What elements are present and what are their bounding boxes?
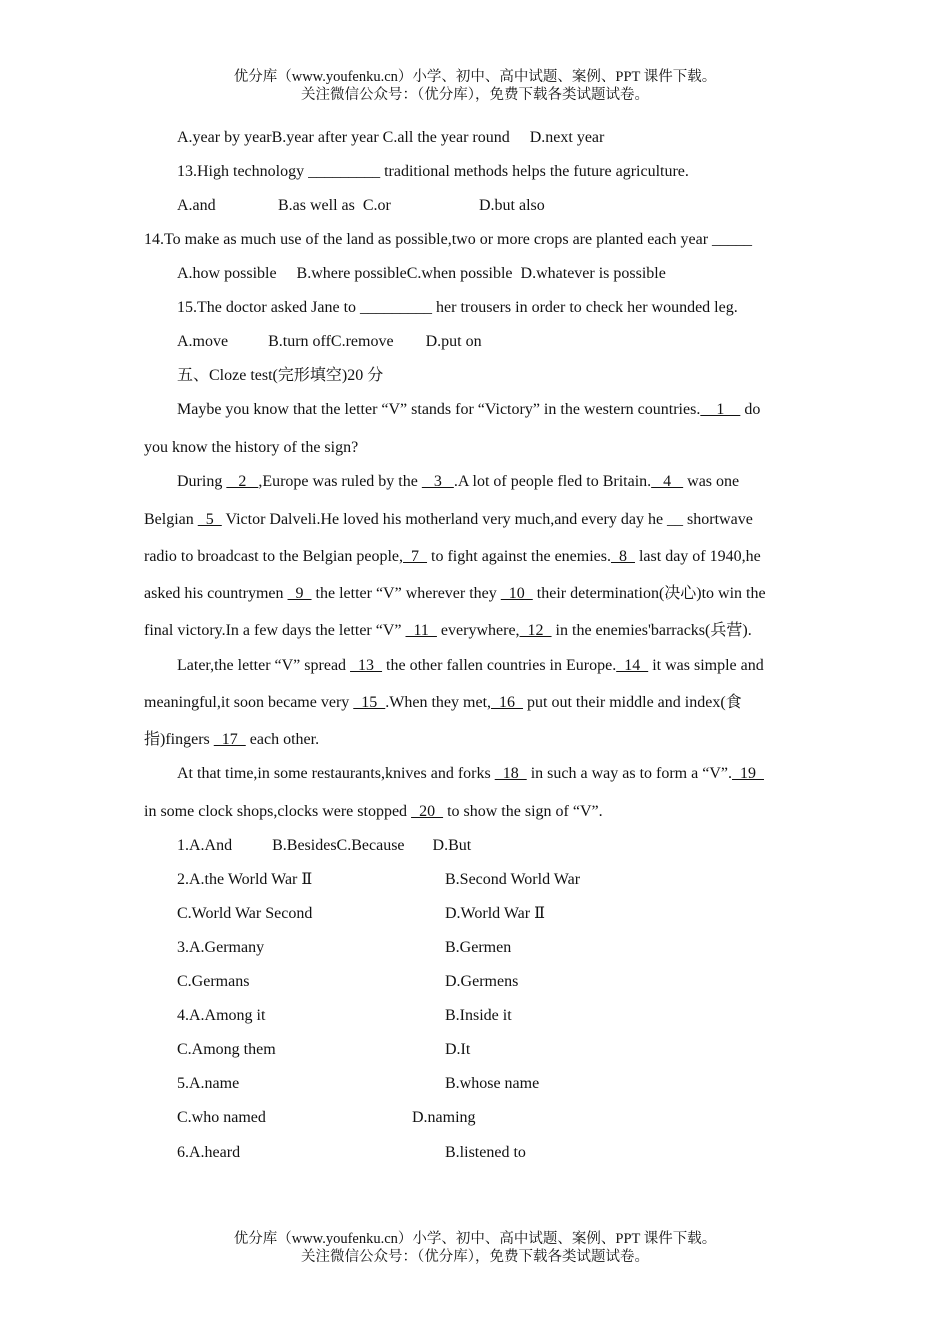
blank-3: 3 [421,473,454,490]
answer-3-c: C.Germans [177,973,250,990]
answer-3-a: 3.A.Germany [177,939,265,956]
passage-line: radio to broadcast to the Belgian people, 7 to fight against the enemies. 8 last day of 1940,he [144,548,761,565]
blank-18: 18 [494,765,527,782]
blank-11: 11 [405,622,437,639]
answer-5-b: B.whose name [445,1075,540,1092]
blank-1: 1 [700,401,741,418]
passage-line: asked his countrymen 9 the letter “V” wherever they 10 their determination(决心)to win the [144,585,766,602]
passage-line: in some clock shops,clocks were stopped 20 to show the sign of “V”. [144,803,603,820]
blank-10: 10 [500,585,533,602]
blank-4: 4 [651,473,684,490]
q13-option-b: B.as well as C.or [278,197,391,214]
q14-options: A.how possible B.where possibleC.when possible D.whatever is possible [177,265,666,282]
answer-3-b: B.Germen [445,939,512,956]
answer-2-c: C.World War Second [177,905,313,922]
blank-19: 19 [731,765,764,782]
passage-line: 指)fingers 17 each other. [144,731,320,748]
passage-line: you know the history of the sign? [144,439,359,456]
passage-line: final victory.In a few days the letter “V” 11 everywhere, 12 in the enemies'barracks(兵营). [144,622,752,639]
answer-2-b: B.Second World War [445,871,581,888]
answer-4-a: 4.A.Among it [177,1007,266,1024]
section-title: 五、Cloze test(完形填空)20 分 [177,367,384,384]
answer-5-c: C.who named [177,1109,266,1126]
answer-6-a: 6.A.heard [177,1144,241,1161]
page-footer-line2: 关注微信公众号：（优分库），免费下载各类试题试卷。 [301,1249,649,1265]
blank-2: 2 [226,473,259,490]
answer-6-b: B.listened to [445,1144,526,1161]
passage-line: During 2 ,Europe was ruled by the 3 .A lot of people fled to Britain. 4 was one [177,473,740,490]
q13-option-d: D.but also [479,197,545,214]
passage-line: Maybe you know that the letter “V” stands for “Victory” in the western countries. 1 do [177,401,761,418]
answer-4-b: B.Inside it [445,1007,512,1024]
blank-5: 5 [197,511,222,528]
page-header-line2: 关注微信公众号：（优分库），免费下载各类试题试卷。 [301,87,649,103]
q14-stem: 14.To make as much use of the land as possible,two or more crops are planted each year _____ [144,231,753,248]
blank-17: 17 [213,731,246,748]
passage-line: Later,the letter “V” spread 13 the other fallen countries in Europe. 14 it was simple and [177,657,764,674]
blank-14: 14 [616,657,649,674]
passage-line: At that time,in some restaurants,knives and forks 18 in such a way as to form a “V”. 19 [177,765,764,782]
answer-4-d: D.It [445,1041,471,1058]
passage-line: meaningful,it soon became very 15 .When they met, 16 put out their middle and index(食 [144,694,742,711]
blank-20: 20 [411,803,444,820]
blank-16: 16 [491,694,524,711]
answer-2-d: D.World War Ⅱ [445,905,545,922]
answer-1-options: 1.A.And B.BesidesC.Because D.But [177,837,472,854]
answer-5-d: D.naming [412,1109,476,1126]
q15-stem: 15.The doctor asked Jane to _________ her trousers in order to check her wounded leg. [177,299,738,316]
answer-3-d: D.Germens [445,973,519,990]
q13-stem: 13.High technology _________ traditional methods helps the future agriculture. [177,163,689,180]
passage-line: Belgian 5 Victor Dalveli.He loved his motherland very much,and every day he __ shortwave [144,511,753,528]
page-footer-line1: 优分库（www.youfenku.cn）小学、初中、高中试题、案例、PPT 课件下载。 [233,1231,717,1247]
blank-13: 13 [350,657,383,674]
answer-4-c: C.Among them [177,1041,276,1058]
blank-9: 9 [287,585,312,602]
page-header-line1: 优分库（www.youfenku.cn）小学、初中、高中试题、案例、PPT 课件下载。 [233,69,717,85]
q13-option-a: A.and [177,197,216,214]
answer-5-a: 5.A.name [177,1075,240,1092]
blank-8: 8 [610,548,635,565]
q15-options: A.move B.turn offC.remove D.put on [177,333,482,350]
blank-12: 12 [519,622,552,639]
q12-options: A.year by yearB.year after year C.all the year round D.next year [177,129,605,146]
answer-2-a: 2.A.the World War Ⅱ [177,871,313,888]
blank-7: 7 [403,548,428,565]
blank-15: 15 [353,694,386,711]
